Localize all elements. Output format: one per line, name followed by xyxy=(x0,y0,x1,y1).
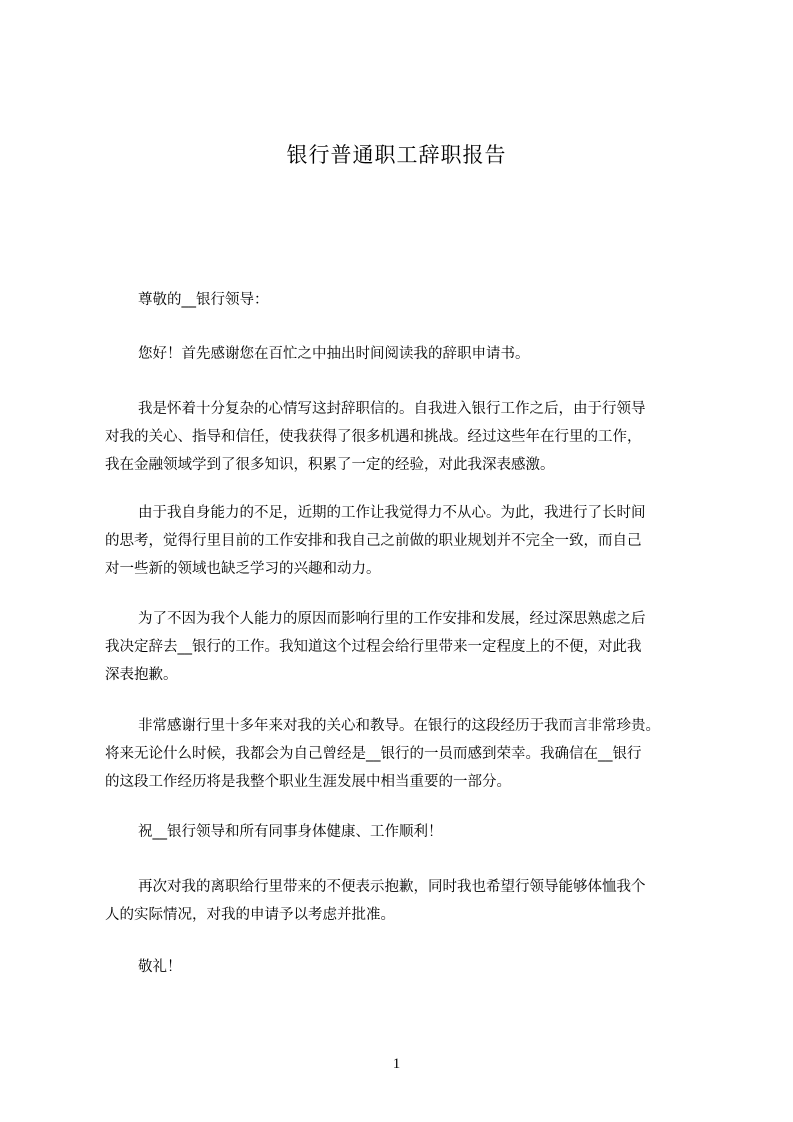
paragraph-line: 我决定辞去__银行的工作。我知道这个过程会给行里带来一定程度上的不便，对此我 xyxy=(105,639,642,655)
paragraph-4 xyxy=(105,712,705,796)
paragraph-line: 对一些新的领域也缺乏学习的兴趣和动力。 xyxy=(105,561,381,577)
paragraph-line: 的这段工作经历将是我整个职业生涯发展中相当重要的一部分。 xyxy=(105,774,511,790)
sign-off-text: 敬礼！ xyxy=(138,959,182,975)
closing-paragraph xyxy=(105,873,705,929)
wish-text: 祝__银行领导和所有同事身体健康、工作顺利！ xyxy=(138,824,443,840)
document-title: 银行普通职工辞职报告 xyxy=(286,143,507,167)
greeting-text: 您好！首先感谢您在百忙之中抽出时间阅读我的辞职申请书。 xyxy=(138,346,530,362)
paragraph-line: 将来无论什么时候，我都会为自己曾经是__银行的一员而感到荣幸。我确信在__银行 xyxy=(105,746,642,762)
paragraph-line: 为了不因为我个人能力的原因而影响行里的工作安排和发展，经过深思熟虑之后 xyxy=(138,611,646,627)
paragraph-line: 对我的关心、指导和信任，使我获得了很多机遇和挑战。经过这些年在行里的工作， xyxy=(105,429,642,445)
greeting xyxy=(105,340,705,368)
paragraph-3 xyxy=(105,605,705,689)
salutation xyxy=(105,286,705,314)
paragraph-line: 的思考，觉得行里目前的工作安排和我自己之前做的职业规划并不完全一致，而自己 xyxy=(105,533,642,549)
paragraph-line: 我在金融领域学到了很多知识，积累了一定的经验，对此我深表感激。 xyxy=(105,457,555,473)
paragraph-line: 人的实际情况，对我的申请予以考虑并批准。 xyxy=(105,907,395,923)
paragraph-line: 深表抱歉。 xyxy=(105,667,178,683)
sign-off xyxy=(105,953,705,981)
paragraph-line: 再次对我的离职给行里带来的不便表示抱歉，同时我也希望行领导能够体恤我个 xyxy=(138,879,646,895)
page-number: 1 xyxy=(392,1056,401,1072)
paragraph-line: 我是怀着十分复杂的心情写这封辞职信的。自我进入银行工作之后，由于行领导 xyxy=(138,401,646,417)
wish xyxy=(105,818,705,846)
paragraph-line: 非常感谢行里十多年来对我的关心和教导。在银行的这段经历于我而言非常珍贵。 xyxy=(138,718,660,734)
salutation-text: 尊敬的__银行领导： xyxy=(138,292,269,308)
paragraph-line: 由于我自身能力的不足，近期的工作让我觉得力不从心。为此，我进行了长时间 xyxy=(138,505,646,521)
paragraph-1 xyxy=(105,395,705,479)
paragraph-2 xyxy=(105,499,705,583)
